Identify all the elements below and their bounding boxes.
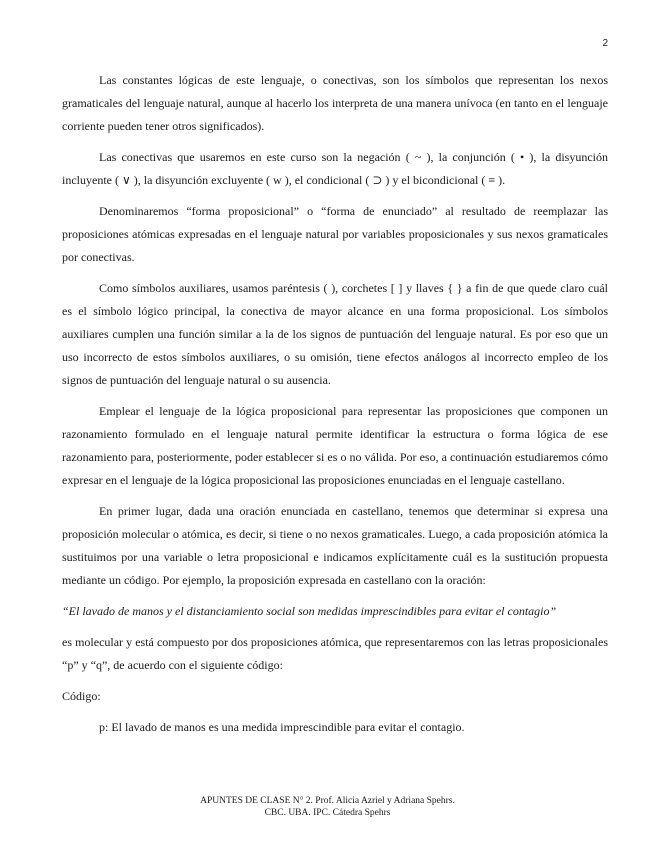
page-footer: [0, 795, 655, 819]
document-body: [62, 69, 608, 739]
paragraph-primer-lugar: En primer lugar, dada una oración enunciada en castellano, tenemos que determinar si expresa una proposición molecular o atómica, es decir, si tiene o no nexos gramaticales. Luego, a cada proposición atómica la sustituimos por una variable o letra proposicional e indicamos explícitamente cuál es la sustitución propuesta mediante un código. Por ejemplo, la proposición expresada en castellano con la oración:: [62, 504, 608, 587]
example-quote: “El lavado de manos y el distanciamiento social son medidas imprescindibles para evitar el contagio”: [62, 604, 557, 618]
paragraph-simbolos-auxiliares: Como símbolos auxiliares, usamos paréntesis ( ), corchetes [ ] y llaves { } a fin de que quede claro cuál es el símbolo lógico principal, la conectiva de mayor alcance en una forma proposicional. Los símbolos auxiliares cumplen una función similar a la de los signos de puntuación del lenguaje natural. Es por eso que un uso incorrecto de estos símbolos auxiliares, o su omisión, tiene efectos análogos al incorrecto empleo de los signos de puntuación del lenguaje natural o su ausencia.: [62, 281, 608, 387]
code-label: Código:: [62, 689, 101, 703]
code-item-p: p: El lavado de manos es una medida imprescindible para evitar el contagio.: [99, 720, 465, 734]
paragraph-constantes-logicas: Las constantes lógicas de este lenguaje, o conectivas, son los símbolos que representan los nexos gramaticales del lenguaje natural, aunque al hacerlo los interpreta de una manera unívoca (en tanto en el lenguaje corriente pueden tener otros significados).: [62, 73, 608, 133]
page-number: 2: [602, 38, 608, 49]
paragraph-molecular: es molecular y está compuesto por dos proposiciones atómica, que representaremos con las letras proposicionales “p” y “q”, de acuerdo con el siguiente código:: [62, 635, 608, 672]
paragraph-forma-proposicional: Denominaremos “forma proposicional” o “forma de enunciado” al resultado de reemplazar las proposiciones atómicas expresadas en el lenguaje natural por variables proposicionales y sus nexos gramaticales por conectivas.: [62, 204, 608, 264]
footer-line-2: CBC. UBA. IPC. Cátedra Spehrs: [264, 808, 391, 818]
footer-line-1: APUNTES DE CLASE N° 2. Prof. Alicia Azriel y Adriana Spehrs.: [200, 796, 455, 806]
paragraph-lenguaje-logica: Emplear el lenguaje de la lógica proposicional para representar las proposiciones que componen un razonamiento formulado en el lenguaje natural permite identificar la estructura o forma lógica de ese razonamiento para, posteriormente, poder establecer si es o no válida. Por eso, a continuación estudiaremos cómo expresar en el lenguaje de la lógica proposicional las proposiciones enunciadas en el lenguaje castellano.: [62, 404, 608, 487]
paragraph-conectivas: Las conectivas que usaremos en este curso son la negación ( ~ ), la conjunción ( • ), la disyunción incluyente ( ∨ ), la disyunción excluyente ( w ), el condicional ( ⊃ ) y el bicondicional ( ≡ ).: [62, 150, 608, 187]
